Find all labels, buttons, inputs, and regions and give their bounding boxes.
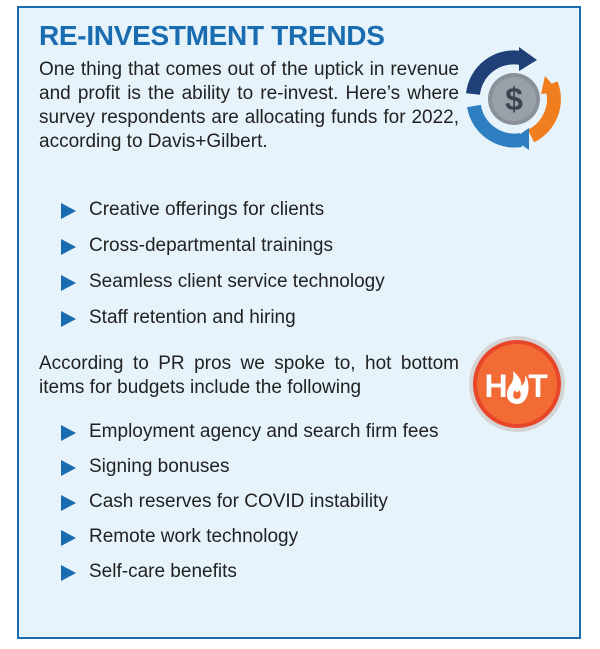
dollar-sign: $ bbox=[505, 81, 523, 117]
triangle-bullet-icon bbox=[61, 425, 76, 441]
triangle-bullet-icon bbox=[61, 203, 76, 219]
list-item-label: Cross-departmental trainings bbox=[89, 235, 333, 256]
hot-letter-t: T bbox=[528, 368, 548, 404]
reinvest-list bbox=[39, 198, 519, 342]
triangle-bullet-icon bbox=[61, 239, 76, 255]
list-item-label: Signing bonuses bbox=[89, 456, 230, 477]
list-item bbox=[39, 306, 519, 330]
list-item bbox=[39, 234, 519, 258]
list-item-label: Employment agency and search firm fees bbox=[89, 421, 439, 442]
triangle-bullet-icon bbox=[61, 495, 76, 511]
list-item-label: Creative offerings for clients bbox=[89, 199, 325, 220]
list-item bbox=[39, 490, 459, 514]
list-item bbox=[39, 560, 459, 584]
triangle-bullet-icon bbox=[61, 565, 76, 581]
hot-letter-h: H bbox=[484, 368, 508, 404]
dollar-cycle-icon bbox=[459, 44, 569, 159]
list-item-label: Seamless client service technology bbox=[89, 271, 385, 292]
hot-items-list bbox=[39, 420, 459, 595]
triangle-bullet-icon bbox=[61, 275, 76, 291]
triangle-bullet-icon bbox=[61, 460, 76, 476]
list-item bbox=[39, 525, 459, 549]
list-item-label: Remote work technology bbox=[89, 526, 299, 547]
list-item-label: Cash reserves for COVID instability bbox=[89, 491, 388, 512]
triangle-bullet-icon bbox=[61, 311, 76, 327]
list-item bbox=[39, 455, 459, 479]
list-item bbox=[39, 270, 519, 294]
intro-paragraph: One thing that comes out of the uptick in revenue and profit is the ability to re-invest. Here’s where survey respondents are allocating funds for 2022, according to Davis+Gilbert. bbox=[39, 59, 459, 152]
triangle-bullet-icon bbox=[61, 530, 76, 546]
list-item bbox=[39, 420, 459, 444]
reinvestment-panel bbox=[17, 6, 581, 639]
hot-intro-paragraph: According to PR pros we spoke to, hot bottom items for budgets include the following bbox=[39, 353, 459, 398]
list-item bbox=[39, 198, 519, 222]
hot-badge-icon bbox=[467, 334, 567, 439]
panel-title: RE-INVESTMENT TRENDS bbox=[39, 20, 385, 51]
list-item-label: Self-care benefits bbox=[89, 561, 237, 582]
list-item-label: Staff retention and hiring bbox=[89, 307, 296, 328]
